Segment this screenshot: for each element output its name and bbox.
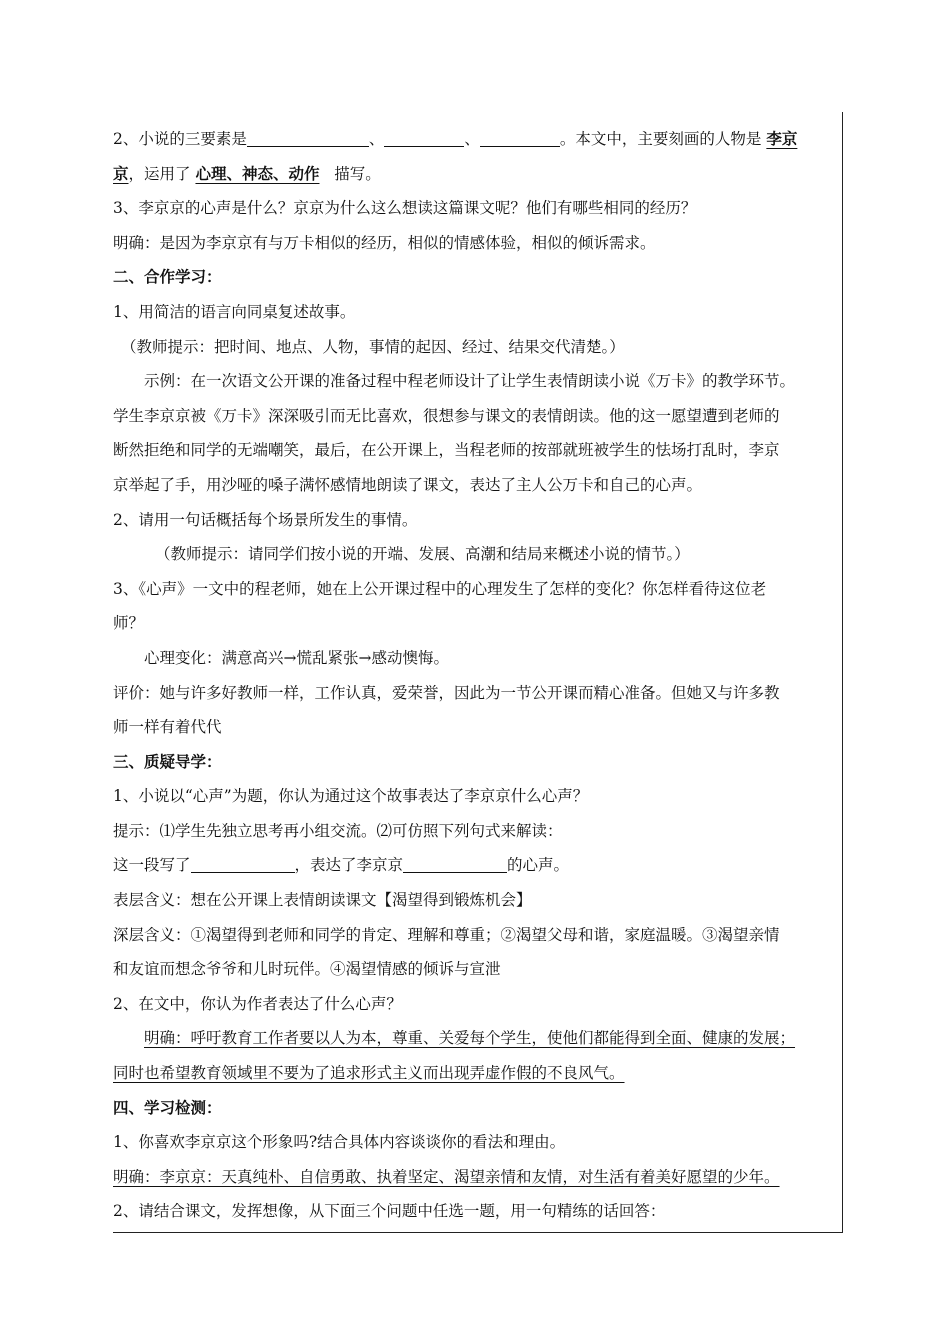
evaluation-cont: 师一样有着代代 [113,718,222,737]
answer-blank[interactable] [403,856,507,873]
question-3: 3、李京京的心声是什么？京京为什么这么想读这篇课文呢？他们有哪些相同的经历？ [113,199,697,218]
section-heading-inquiry: 三、质疑导学： [113,752,222,771]
coop-item-1: 1、用简洁的语言向同桌复述故事。 [113,302,356,321]
test-answer-1: 明确：李京京：天真纯朴、自信勇敢、执着坚定、渴望亲情和友情，对生活有着美好愿望的少年。 [113,1167,780,1186]
inquiry-answer-cont: 同时也希望教育领域里不要为了追求形式主义而出现弄虚作假的不良风气。 [113,1064,625,1083]
coop-item-3: 3、《心声》一文中的程老师，她在上公开课过程中的心理发生了怎样的变化？你怎样看待这位老 [113,579,767,598]
psych-change: 心理变化：满意高兴→慌乱紧张→感动懊悔。 [144,648,449,667]
inquiry-pattern: 这一段写了 ，表达了李京京 的心声。 [113,856,570,875]
inquiry-item-1: 1、小说以“心声”为题，你认为通过这个故事表达了李京京什么心声？ [113,787,589,806]
question-elements-cont: 京，运用了 心理、神态、动作 描写。 [113,164,381,183]
example-line: 学生李京京被《万卡》深深吸引而无比喜欢，很想参与课文的表情朗读。他的这一愿望遭到老师的 [113,406,780,425]
answer-blank[interactable] [480,130,560,147]
coop-hint-2: （教师提示：请同学们按小说的开端、发展、高潮和结局来概述小说的情节。） [155,545,690,564]
answer-blank[interactable] [384,130,464,147]
coop-item-2: 2、请用一句话概括每个场景所发生的事情。 [113,510,418,529]
deep-meaning: 深层含义：①渴望得到老师和同学的肯定、理解和尊重；②渴望父母和谐，家庭温暖。③渴望亲情 [113,925,780,944]
answer-3: 明确：是因为李京京有与万卡相似的经历，相似的情感体验，相似的倾诉需求。 [113,233,656,252]
example-line: 断然拒绝和同学的无端嘲笑，最后，在公开课上，当程老师的按部就班被学生的怯场打乱时，李京 [113,441,780,460]
test-item-1: 1、你喜欢李京京这个形象吗?结合具体内容谈谈你的看法和理由。 [113,1133,566,1152]
example-line: 示例：在一次语文公开课的准备过程中程老师设计了让学生表情朗读小说《万卡》的教学环节。 [144,372,796,391]
example-line: 京举起了手，用沙哑的嗓子满怀感情地朗读了课文，表达了主人公万卡和自己的心声。 [113,475,703,494]
worksheet-content [113,122,843,1229]
coop-hint-1: （教师提示：把时间、地点、人物，事情的起因、经过、结果交代清楚。） [121,337,625,356]
question-elements: 2、小说的三要素是 、 、 。本文中，主要刻画的人物是 李京 [113,130,798,148]
inquiry-item-2: 2、在文中，你认为作者表达了什么心声？ [113,994,402,1013]
answer-blank[interactable] [299,130,369,147]
answer-blank[interactable] [191,856,295,873]
answer-blank[interactable] [247,130,299,147]
evaluation: 评价：她与许多好教师一样，工作认真，爱荣誉，因此为一节公开课而精心准备。但她又与许多教 [113,683,780,702]
inquiry-answer: 明确：呼吁教育工作者要以人为本，尊重、关爱每个学生，使他们都能得到全面、健康的发展； [144,1029,796,1048]
inquiry-tip: 提示：⑴学生先独立思考再小组交流。⑵可仿照下列句式来解读： [113,821,563,840]
section-heading-cooperation: 二、合作学习： [113,268,222,287]
deep-meaning-cont: 和友谊而想念爷爷和儿时玩伴。④渴望情感的倾诉与宣泄 [113,960,501,979]
test-item-2: 2、请结合课文，发挥想像，从下面三个问题中任选一题，用一句精练的话回答： [113,1202,666,1221]
answer-person-cont: 京 [113,164,129,183]
surface-meaning: 表层含义：想在公开课上表情朗读课文【渴望得到锻炼机会】 [113,891,532,910]
answer-person: 李京 [766,130,798,148]
answer-methods: 心理、神态、动作 [195,164,320,183]
coop-item-3-cont: 师？ [113,614,145,633]
section-heading-test: 四、学习检测： [113,1098,222,1117]
table-bottom-border [113,1232,843,1233]
